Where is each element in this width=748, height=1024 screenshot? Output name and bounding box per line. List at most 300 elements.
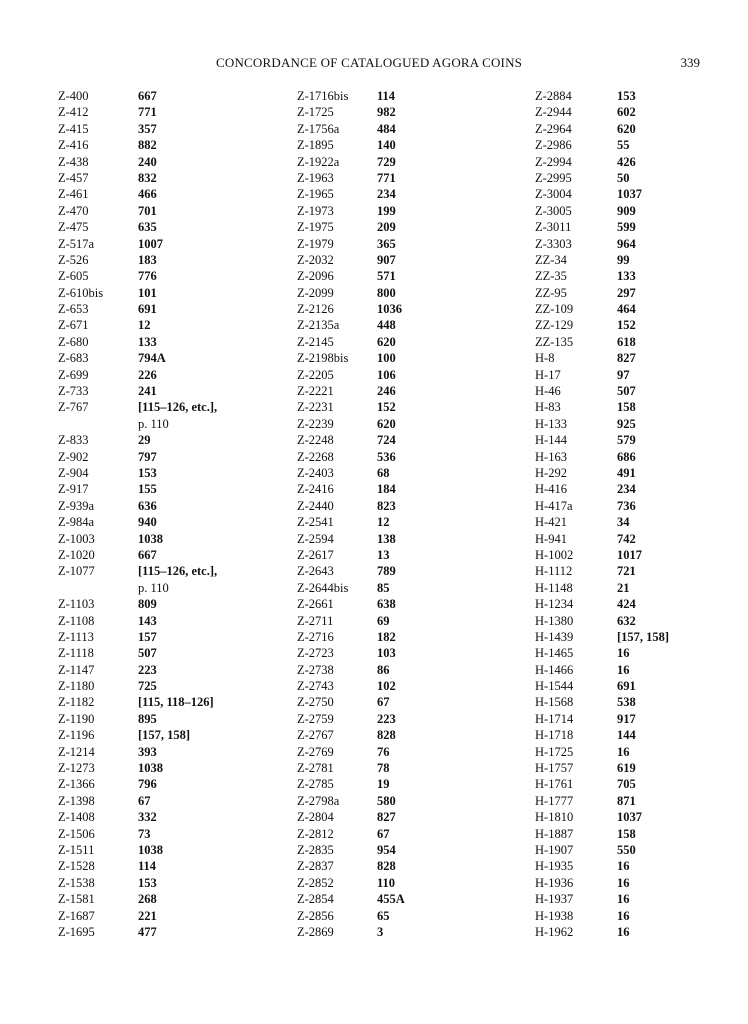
concordance-row [297,694,405,710]
catalogue-number: 99 [617,252,630,267]
concordance-row [58,547,217,563]
inventory-number: Z-2769 [297,744,334,759]
inventory-number: H-1112 [535,564,573,579]
catalogue-number: 153 [617,89,636,103]
inventory-number: Z-2785 [297,777,334,792]
catalogue-number: 620 [377,334,396,349]
catalogue-number: 357 [138,121,157,136]
inventory-number: H-1962 [535,924,574,939]
inventory-number: H-1938 [535,908,574,923]
catalogue-number: [157, 158] [617,629,670,644]
concordance-row [58,580,217,596]
inventory-number: Z-1147 [58,662,95,677]
concordance-row [297,645,405,661]
inventory-number: Z-2594 [297,531,334,546]
catalogue-number: 68 [377,465,390,480]
inventory-number: Z-671 [58,318,89,333]
concordance-row [58,727,217,743]
inventory-number: Z-653 [58,302,89,317]
inventory-number: Z-3005 [535,203,572,218]
concordance-column-2 [297,88,405,940]
concordance-row [297,219,405,235]
inventory-number: Z-605 [58,269,89,284]
catalogue-number: 13 [377,547,390,562]
catalogue-number: 635 [138,220,157,235]
catalogue-number: 55 [617,138,630,153]
inventory-number: Z-1895 [297,138,334,153]
inventory-number: H-417a [535,498,573,513]
catalogue-number: 103 [377,646,396,661]
inventory-number: Z-2835 [297,842,334,857]
concordance-row [535,514,669,530]
concordance-row [535,449,669,465]
inventory-number: H-144 [535,433,567,448]
inventory-number [58,416,138,432]
catalogue-number: 1007 [138,236,163,251]
catalogue-number: 794A [138,351,166,366]
catalogue-number: 771 [377,170,396,185]
catalogue-number: 828 [377,728,396,743]
inventory-number: Z-1538 [58,875,95,890]
concordance-row [297,88,405,104]
catalogue-number: [115–126, etc.], [138,564,218,579]
inventory-number: Z-1398 [58,793,95,808]
concordance-row [58,481,217,497]
inventory-number: H-1907 [535,842,574,857]
inventory-number: Z-1695 [58,924,95,939]
inventory-number: Z-1725 [297,105,334,120]
catalogue-number: 1038 [138,531,163,546]
concordance-row [535,186,669,202]
catalogue-number: 143 [138,613,157,628]
inventory-number: Z-1528 [58,859,95,874]
inventory-number: Z-2767 [297,728,334,743]
concordance-row [535,547,669,563]
inventory-number: Z-610bis [58,285,104,300]
concordance-row [535,563,669,579]
catalogue-number: 100 [377,351,396,366]
concordance-row [535,908,669,924]
catalogue-number: 536 [377,449,396,464]
catalogue-number: 86 [377,662,390,677]
concordance-row [297,350,405,366]
inventory-number: H-1935 [535,859,574,874]
catalogue-number: 16 [617,859,630,874]
catalogue-number: 809 [138,597,157,612]
inventory-number: Z-1108 [58,613,95,628]
concordance-row [58,268,217,284]
catalogue-number: 221 [138,908,157,923]
concordance-row [58,383,217,399]
inventory-number: H-1002 [535,547,574,562]
inventory-number: H-1380 [535,613,574,628]
catalogue-number: 106 [377,367,396,382]
inventory-number: Z-2248 [297,433,334,448]
concordance-row [58,301,217,317]
catalogue-number: 580 [377,793,396,808]
inventory-number: Z-2743 [297,679,334,694]
catalogue-number: 724 [377,433,396,448]
catalogue-number: 1037 [617,810,642,825]
concordance-row [297,629,405,645]
catalogue-number: 736 [617,498,636,513]
concordance-row [535,629,669,645]
catalogue-number: 823 [377,498,396,513]
catalogue-number: 882 [138,138,157,153]
concordance-row [535,301,669,317]
inventory-number: Z-1190 [58,711,95,726]
catalogue-number: 907 [377,252,396,267]
concordance-row [535,809,669,825]
concordance-row [297,252,405,268]
catalogue-number: 602 [617,105,636,120]
inventory-number: H-1936 [535,875,574,890]
concordance-row [58,711,217,727]
inventory-number: Z-1975 [297,220,334,235]
inventory-number: Z-1922a [297,154,340,169]
catalogue-number: 223 [138,662,157,677]
concordance-row [297,563,405,579]
concordance-row [58,186,217,202]
concordance-row [58,596,217,612]
concordance-row [297,678,405,694]
concordance-row [535,219,669,235]
catalogue-number: 138 [377,531,396,546]
catalogue-number: 29 [138,433,151,448]
inventory-number: H-941 [535,531,567,546]
inventory-number: Z-2416 [297,482,334,497]
catalogue-number: 477 [138,924,157,939]
inventory-number: Z-2759 [297,711,334,726]
catalogue-number: 1038 [138,761,163,776]
catalogue-number: 800 [377,285,396,300]
inventory-number: Z-416 [58,138,89,153]
inventory-number: Z-2723 [297,646,334,661]
catalogue-number: 954 [377,842,396,857]
inventory-number: Z-1366 [58,777,95,792]
concordance-row [297,596,405,612]
catalogue-number: 895 [138,711,157,726]
catalogue-number: 796 [138,777,157,792]
inventory-number: H-1761 [535,777,574,792]
concordance-row [535,268,669,284]
catalogue-number: 155 [138,482,157,497]
inventory-number: Z-1965 [297,187,334,202]
inventory-number: Z-2884 [535,89,572,103]
catalogue-number: 65 [377,908,390,923]
catalogue-number: 332 [138,810,157,825]
inventory-number: ZZ-35 [535,269,567,284]
inventory-number: H-292 [535,465,567,480]
catalogue-number: 97 [617,367,630,382]
catalogue-number: 246 [377,384,396,399]
concordance-row [535,531,669,547]
catalogue-number: 16 [617,924,630,939]
inventory-number: Z-1113 [58,629,94,644]
catalogue-number: 789 [377,564,396,579]
catalogue-number: 67 [377,826,390,841]
catalogue-number: 632 [617,613,636,628]
concordance-row [297,449,405,465]
concordance-row [535,694,669,710]
inventory-number: Z-1756a [297,121,340,136]
concordance-row [297,334,405,350]
concordance-row [297,170,405,186]
catalogue-number: 16 [617,892,630,907]
concordance-row [58,236,217,252]
catalogue-number: 827 [377,810,396,825]
catalogue-number: 78 [377,761,390,776]
catalogue-number: 448 [377,318,396,333]
concordance-row [297,203,405,219]
inventory-number: H-1465 [535,646,574,661]
concordance-row [58,498,217,514]
catalogue-number: 491 [617,465,636,480]
inventory-number: H-8 [535,351,555,366]
concordance-row [297,891,405,907]
concordance-row [297,711,405,727]
concordance-row [58,317,217,333]
catalogue-number: 234 [617,482,636,497]
inventory-number: Z-1020 [58,547,95,562]
concordance-column-3 [535,88,669,940]
concordance-row [58,104,217,120]
catalogue-number: 67 [377,695,390,710]
catalogue-number: 144 [617,728,636,743]
inventory-number: H-1887 [535,826,574,841]
concordance-row [297,908,405,924]
concordance-row [535,842,669,858]
inventory-number: Z-2964 [535,121,572,136]
inventory-number: Z-457 [58,170,89,185]
concordance-row [58,203,217,219]
concordance-row [535,367,669,383]
concordance-row [58,908,217,924]
catalogue-number: 182 [377,629,396,644]
inventory-number: Z-2126 [297,302,334,317]
concordance-row [58,121,217,137]
inventory-number: Z-2812 [297,826,334,841]
catalogue-number: 140 [377,138,396,153]
concordance-row [297,367,405,383]
concordance-row [535,645,669,661]
inventory-number: Z-2239 [297,416,334,431]
catalogue-number: 571 [377,269,396,284]
catalogue-number: 50 [617,170,630,185]
catalogue-number: 114 [377,89,396,103]
catalogue-number: 797 [138,449,157,464]
inventory-number: Z-1716bis [297,89,349,103]
catalogue-number: 909 [617,203,636,218]
concordance-row [58,924,217,940]
concordance-row [297,547,405,563]
concordance-row [535,350,669,366]
catalogue-number: 114 [138,859,157,874]
concordance-row [535,498,669,514]
catalogue-number: 67 [138,793,151,808]
concordance-row [58,514,217,530]
catalogue-number: 1037 [617,187,642,202]
catalogue-number: 101 [138,285,157,300]
inventory-number: H-1937 [535,892,574,907]
concordance-row [297,760,405,776]
inventory-number: Z-1003 [58,531,95,546]
concordance-row [297,301,405,317]
catalogue-number: 133 [617,269,636,284]
concordance-row [297,924,405,940]
catalogue-number: 16 [617,908,630,923]
inventory-number [58,580,138,596]
inventory-number: Z-1118 [58,646,94,661]
inventory-number: H-1544 [535,679,574,694]
catalogue-number: 729 [377,154,396,169]
inventory-number: Z-917 [58,482,89,497]
concordance-row [297,498,405,514]
concordance-row [535,154,669,170]
catalogue-number: 199 [377,203,396,218]
inventory-number: H-1234 [535,597,574,612]
concordance-row [58,88,217,104]
inventory-number: Z-400 [58,89,89,103]
concordance-row [297,104,405,120]
concordance-row [535,858,669,874]
concordance-row [58,465,217,481]
concordance-row [535,121,669,137]
inventory-number: ZZ-109 [535,302,574,317]
concordance-row [58,416,217,432]
concordance-row [535,432,669,448]
page-title: CONCORDANCE OF CATALOGUED AGORA COINS [216,55,523,70]
catalogue-number: 771 [138,105,157,120]
inventory-number: ZZ-34 [535,252,567,267]
catalogue-number: 464 [617,302,636,317]
catalogue-number: 241 [138,384,157,399]
inventory-number: Z-2750 [297,695,334,710]
concordance-row [58,662,217,678]
concordance-row [297,285,405,301]
concordance-row [535,580,669,596]
concordance-column-1 [58,88,217,940]
concordance-row [58,399,217,415]
inventory-number: H-1148 [535,580,573,595]
inventory-number: Z-1077 [58,564,95,579]
catalogue-number: 85 [377,580,390,595]
inventory-number: Z-2644bis [297,580,349,595]
catalogue-number: 619 [617,761,636,776]
catalogue-number: 16 [617,646,630,661]
inventory-number: Z-2198bis [297,351,349,366]
catalogue-number: 538 [617,695,636,710]
concordance-row [535,252,669,268]
catalogue-number: 964 [617,236,636,251]
concordance-row [535,924,669,940]
inventory-number: H-416 [535,482,567,497]
concordance-row [535,285,669,301]
catalogue-number: 1038 [138,842,163,857]
catalogue-number: 19 [377,777,390,792]
catalogue-number: 507 [617,384,636,399]
concordance-row [535,465,669,481]
inventory-number: Z-2716 [297,629,334,644]
inventory-number: Z-2986 [535,138,572,153]
inventory-number: Z-2096 [297,269,334,284]
inventory-number: Z-1182 [58,695,95,710]
concordance-row [58,760,217,776]
catalogue-number: 102 [377,679,396,694]
concordance-row [297,793,405,809]
catalogue-number: 917 [617,711,636,726]
inventory-number: Z-1214 [58,744,95,759]
inventory-number: H-46 [535,384,561,399]
catalogue-number: 455A [377,892,405,907]
catalogue-number: 705 [617,777,636,792]
catalogue-number: 507 [138,646,157,661]
concordance-row [297,186,405,202]
catalogue-number: 1036 [377,302,402,317]
concordance-row [297,744,405,760]
catalogue-number: 3 [377,924,384,939]
catalogue-number: 21 [617,580,630,595]
catalogue-number: 742 [617,531,636,546]
catalogue-number: 16 [617,875,630,890]
concordance-row [535,334,669,350]
catalogue-number: 183 [138,252,157,267]
inventory-number: Z-3004 [535,187,572,202]
concordance-row [535,416,669,432]
inventory-number: Z-526 [58,252,89,267]
inventory-number: Z-3011 [535,220,572,235]
concordance-row [535,744,669,760]
concordance-row [535,678,669,694]
inventory-number: Z-2995 [535,170,572,185]
inventory-number: H-133 [535,416,567,431]
concordance-row [58,629,217,645]
inventory-number: H-163 [535,449,567,464]
inventory-number: Z-2798a [297,793,340,808]
catalogue-number: 152 [617,318,636,333]
concordance-row [297,531,405,547]
inventory-number: Z-475 [58,220,89,235]
catalogue-number: 133 [138,334,157,349]
concordance-row [58,826,217,842]
catalogue-number: 667 [138,547,157,562]
concordance-row [58,137,217,153]
catalogue-number: 153 [138,875,157,890]
concordance-row [297,465,405,481]
catalogue-number: 925 [617,416,636,431]
inventory-number: H-1568 [535,695,574,710]
catalogue-number: 691 [138,302,157,317]
catalogue-number: 184 [377,482,396,497]
inventory-number: ZZ-135 [535,334,574,349]
inventory-number: Z-2852 [297,875,334,890]
concordance-row [535,137,669,153]
inventory-number: Z-438 [58,154,89,169]
catalogue-number: 16 [617,662,630,677]
concordance-row [297,236,405,252]
inventory-number: Z-2205 [297,367,334,382]
concordance-row [535,875,669,891]
inventory-number: Z-2856 [297,908,334,923]
inventory-number: Z-2135a [297,318,340,333]
concordance-row [58,154,217,170]
concordance-row [297,154,405,170]
inventory-number: Z-2869 [297,924,334,939]
concordance-row [535,399,669,415]
catalogue-number: 721 [617,564,636,579]
inventory-number: H-1777 [535,793,574,808]
concordance-row [58,350,217,366]
